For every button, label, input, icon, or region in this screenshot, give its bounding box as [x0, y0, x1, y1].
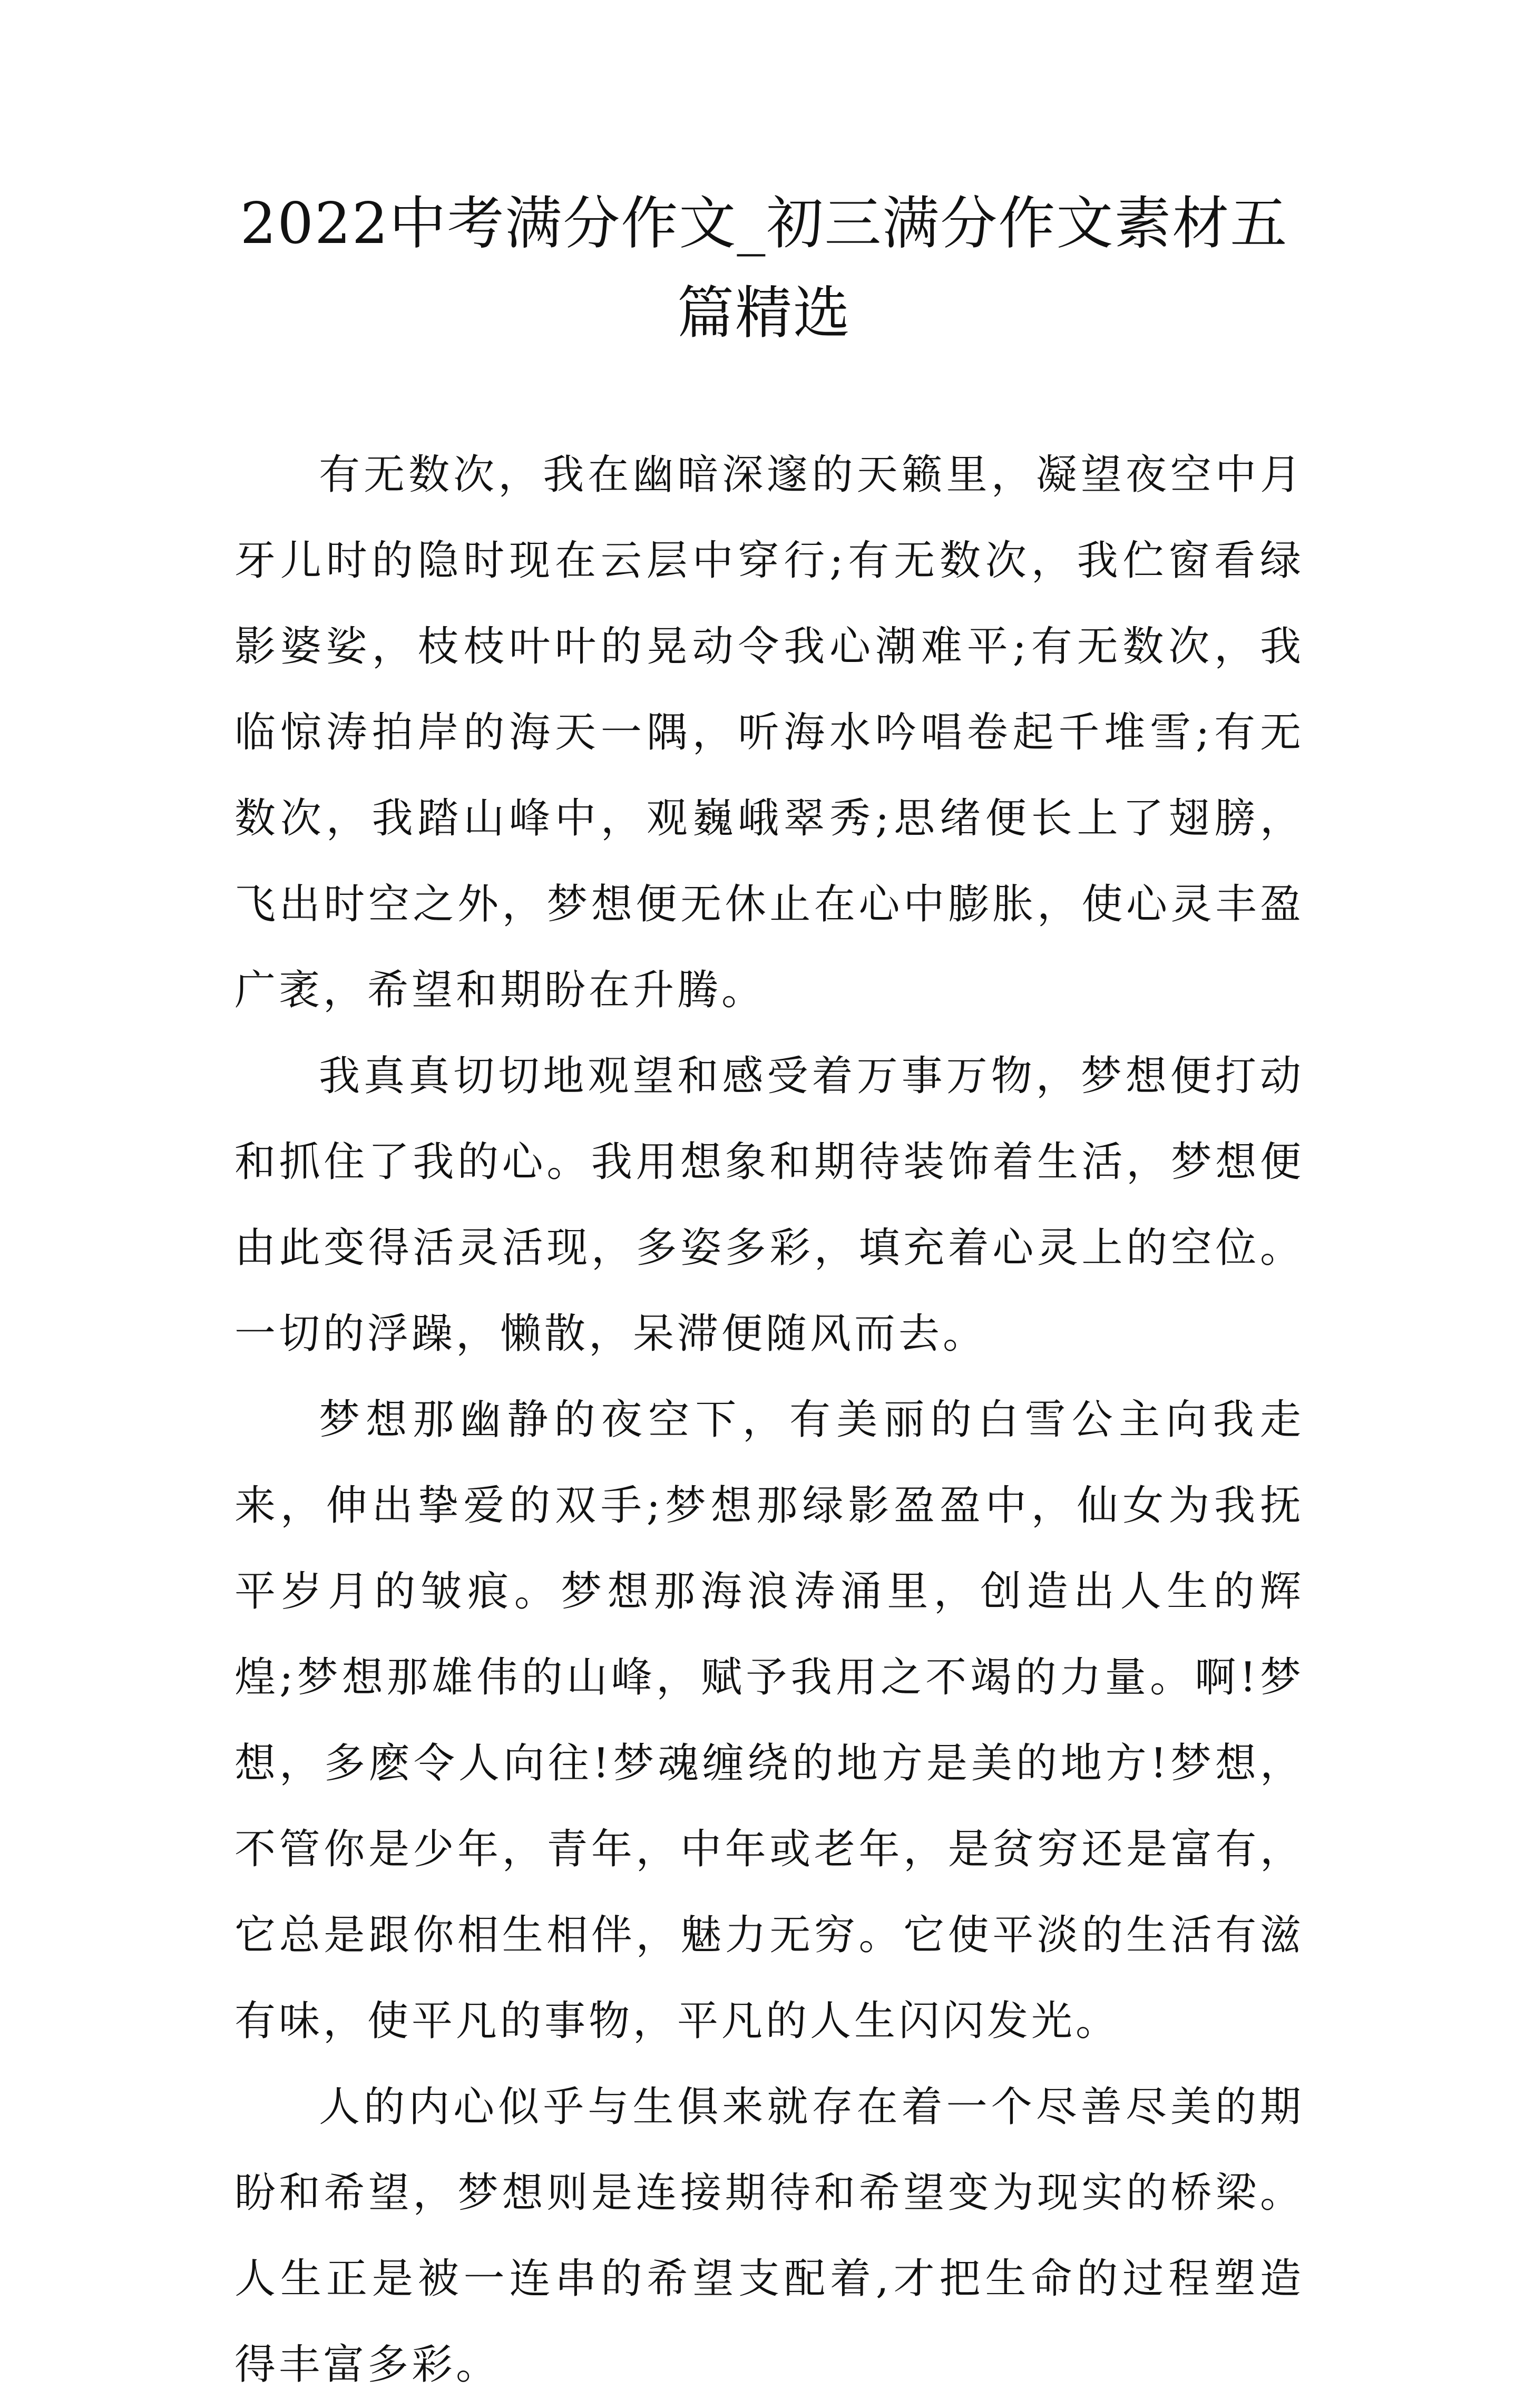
paragraph: 梦想那幽静的夜空下，有美丽的白雪公主向我走来，伸出挚爱的双手;梦想那绿影盈盈中，仙女为我抚平岁月的皱痕。梦想那海浪涛涌里，创造出人生的辉煌;梦想那雄伟的山峰，赋予我用之不竭的力量。啊!梦想，多麽令人向往!梦魂缠绕的地方是美的地方!梦想，不管你是少年，青年，中年或老年，是贫穷还是富有，它总是跟你相生相伴，魅力无穷。它使平淡的生活有滋有味，使平凡的事物，平凡的人生闪闪发光。 — [234, 1396, 1304, 2045]
paragraph: 人的内心似乎与生俱来就存在着一个尽善尽美的期盼和希望，梦想则是连接期待和希望变为现实的桥梁。人生正是被一连串的希望支配着,才把生命的过程塑造得丰富多彩。 — [234, 2083, 1304, 2388]
document-body — [234, 432, 1304, 2408]
paragraph: 我真真切切地观望和感受着万事万物，梦想便打动和抓住了我的心。我用想象和期待装饰着生活，梦想便由此变得活灵活现，多姿多彩，填充着心灵上的空位。一切的浮躁，懒散，呆滞便随风而去。 — [234, 1052, 1304, 1358]
paragraph: 有无数次，我在幽暗深邃的天籁里，凝望夜空中月牙儿时的隐时现在云层中穿行;有无数次，我伫窗看绿影婆娑，枝枝叶叶的晃动令我心潮难平;有无数次，我临惊涛拍岸的海天一隅，听海水吟唱卷起千堆雪;有无数次，我踏山峰中，观巍峨翠秀;思绪便长上了翅膀，飞出时空之外，梦想便无休止在心中膨胀，使心灵丰盈广袤，希望和期盼在升腾。 — [234, 451, 1304, 1014]
document-title: 2022中考满分作文_初三满分作文素材五篇精选 — [240, 191, 1288, 346]
